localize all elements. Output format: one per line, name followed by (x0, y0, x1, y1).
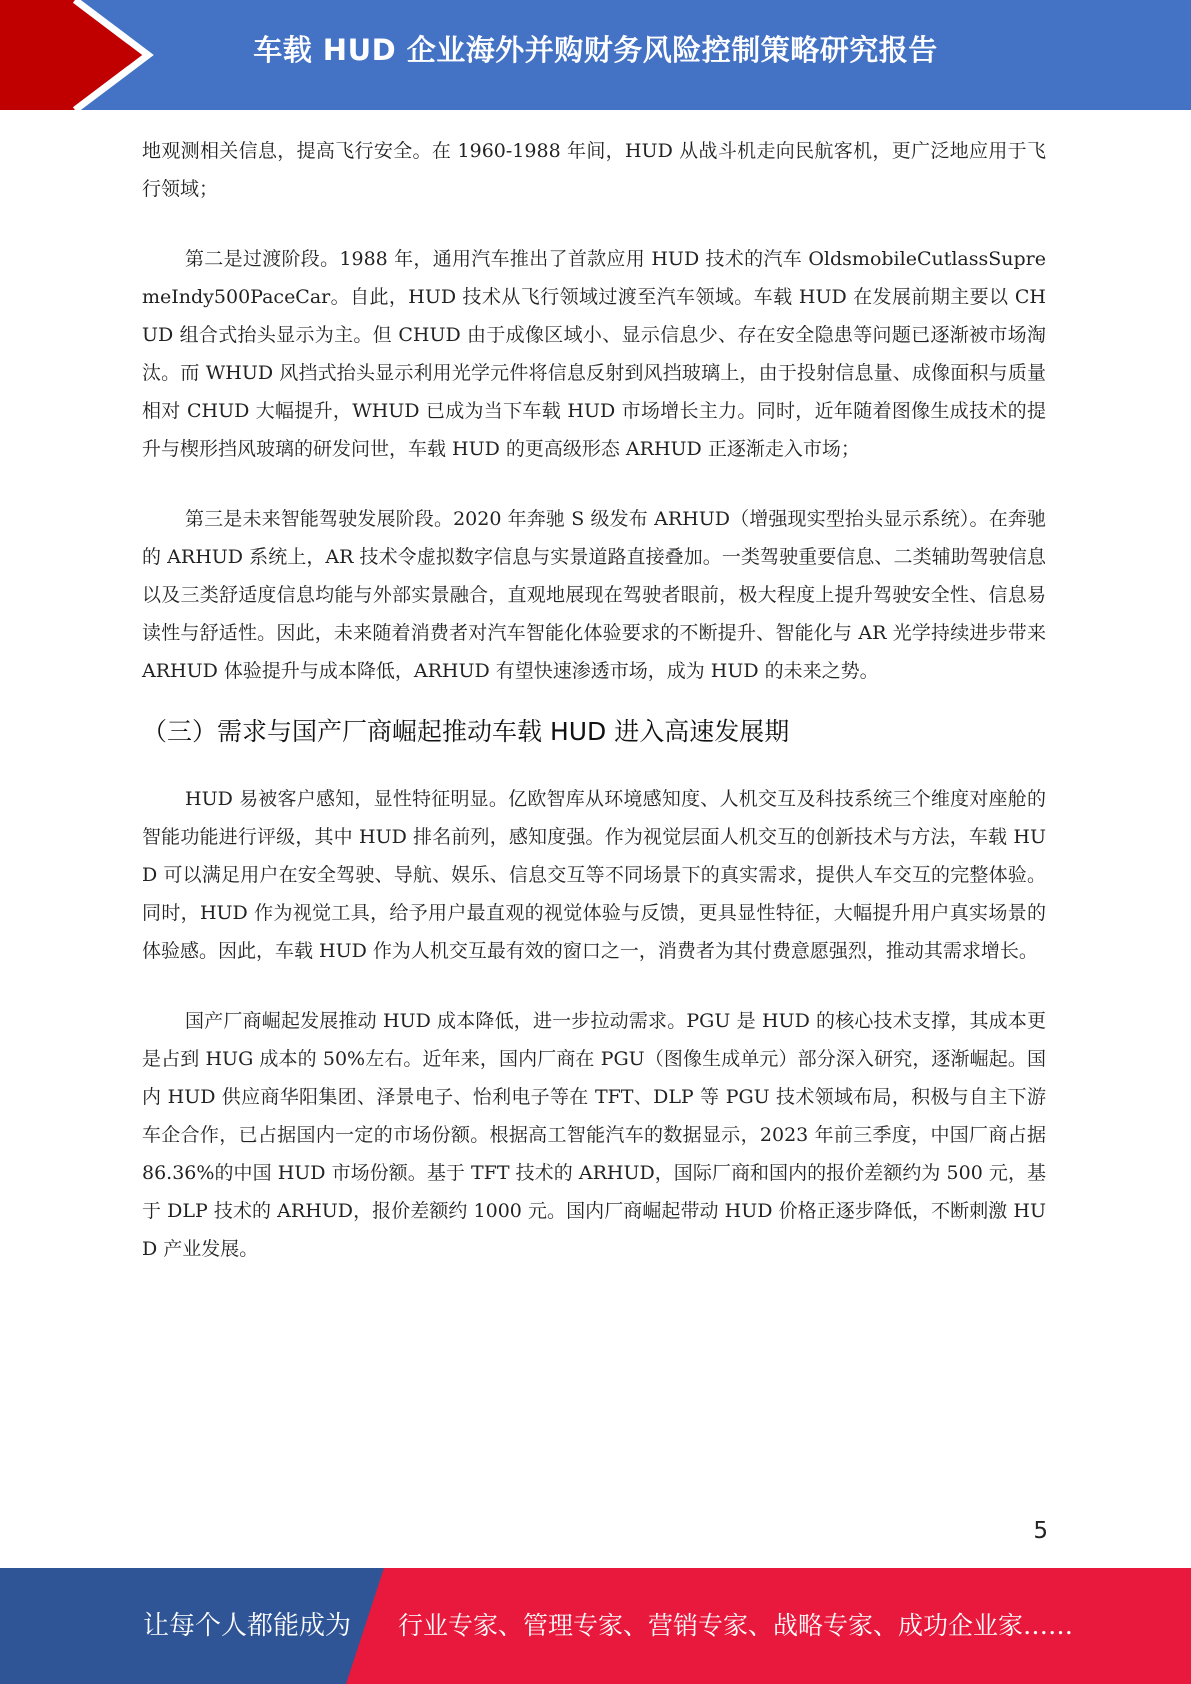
page-header (0, 0, 1191, 110)
footer-slogan-left: 让每个人都能成为 (143, 1611, 352, 1641)
paragraph-flight-stage-end: 地观测相关信息，提高飞行安全。在 1960-1988 年间，HUD 从战斗机走向民航客机，更广泛地应用于飞行领域； (142, 140, 1046, 200)
document-title: 车载 HUD 企业海外并购财务风险控制策略研究报告 (253, 33, 938, 67)
page-number: 5 (1033, 1518, 1048, 1544)
page-content (142, 132, 1046, 1268)
paragraph-transition-stage: 第二是过渡阶段。1988 年，通用汽车推出了首款应用 HUD 技术的汽车 OldsmobileCutlassSupremeIndy500PaceCar。自此，HUD 技术从飞行领域过渡至汽车领域。车载 HUD 在发展前期主要以 CHUD 组合式抬头显示为主。但 CHUD 由于成像区域小、显示信息少、存在安全隐患等问题已逐渐被市场淘汰。而 WHUD 风挡式抬头显示利用光学元件将信息反射到风挡玻璃上，由于投射信息量、成像面积与质量相对 CHUD 大幅提升，WHUD 已成为当下车载 HUD 市场增长主力。同时，近年随着图像生成技术的提升与楔形挡风玻璃的研发问世，车载 HUD 的更高级形态 ARHUD 正逐渐走入市场； (142, 248, 1046, 460)
section-heading: （三）需求与国产厂商崛起推动车载 HUD 进入高速发展期 (142, 717, 790, 746)
page-footer (0, 1568, 1191, 1684)
paragraph-customer-perception: HUD 易被客户感知，显性特征明显。亿欧智库从环境感知度、人机交互及科技系统三个维度对座舱的智能功能进行评级，其中 HUD 排名前列，感知度强。作为视觉层面人机交互的创新技术与方法，车载 HUD 可以满足用户在安全驾驶、导航、娱乐、信息交互等不同场景下的真实需求，提供人车交互的完整体验。同时，HUD 作为视觉工具，给予用户最直观的视觉体验与反馈，更具显性特征，大幅提升用户真实场景的体验感。因此，车载 HUD 作为人机交互最有效的窗口之一，消费者为其付费意愿强烈，推动其需求增长。 (142, 788, 1046, 962)
paragraph-future-stage: 第三是未来智能驾驶发展阶段。2020 年奔驰 S 级发布 ARHUD（增强现实型抬头显示系统）。在奔驰的 ARHUD 系统上，AR 技术令虚拟数字信息与实景道路直接叠加。一类驾驶重要信息、二类辅助驾驶信息以及三类舒适度信息均能与外部实景融合，直观地展现在驾驶者眼前，极大程度上提升驾驶安全性、信息易读性与舒适性。因此，未来随着消费者对汽车智能化体验要求的不断提升、智能化与 AR 光学持续进步带来 ARHUD 体验提升与成本降低，ARHUD 有望快速渗透市场，成为 HUD 的未来之势。 (142, 508, 1046, 682)
header-arrow-shape (0, 0, 148, 110)
footer-slogan-right: 行业专家、管理专家、营销专家、战略专家、成功企业家…… (398, 1611, 1074, 1640)
paragraph-domestic-manufacturers: 国产厂商崛起发展推动 HUD 成本降低，进一步拉动需求。PGU 是 HUD 的核心技术支撑，其成本更是占到 HUG 成本的 50%左右。近年来，国内厂商在 PGU（图像生成单元）部分深入研究，逐渐崛起。国内 HUD 供应商华阳集团、泽景电子、怡利电子等在 TFT、DLP 等 PGU 技术领域布局，积极与自主下游车企合作，已占据国内一定的市场份额。根据高工智能汽车的数据显示，2023 年前三季度，中国厂商占据 86.36%的中国 HUD 市场份额。基于 TFT 技术的 ARHUD，国际厂商和国内的报价差额约为 500 元，基于 DLP 技术的 ARHUD，报价差额约 1000 元。国内厂商崛起带动 HUD 价格正逐步降低，不断刺激 HUD 产业发展。 (142, 1010, 1046, 1260)
